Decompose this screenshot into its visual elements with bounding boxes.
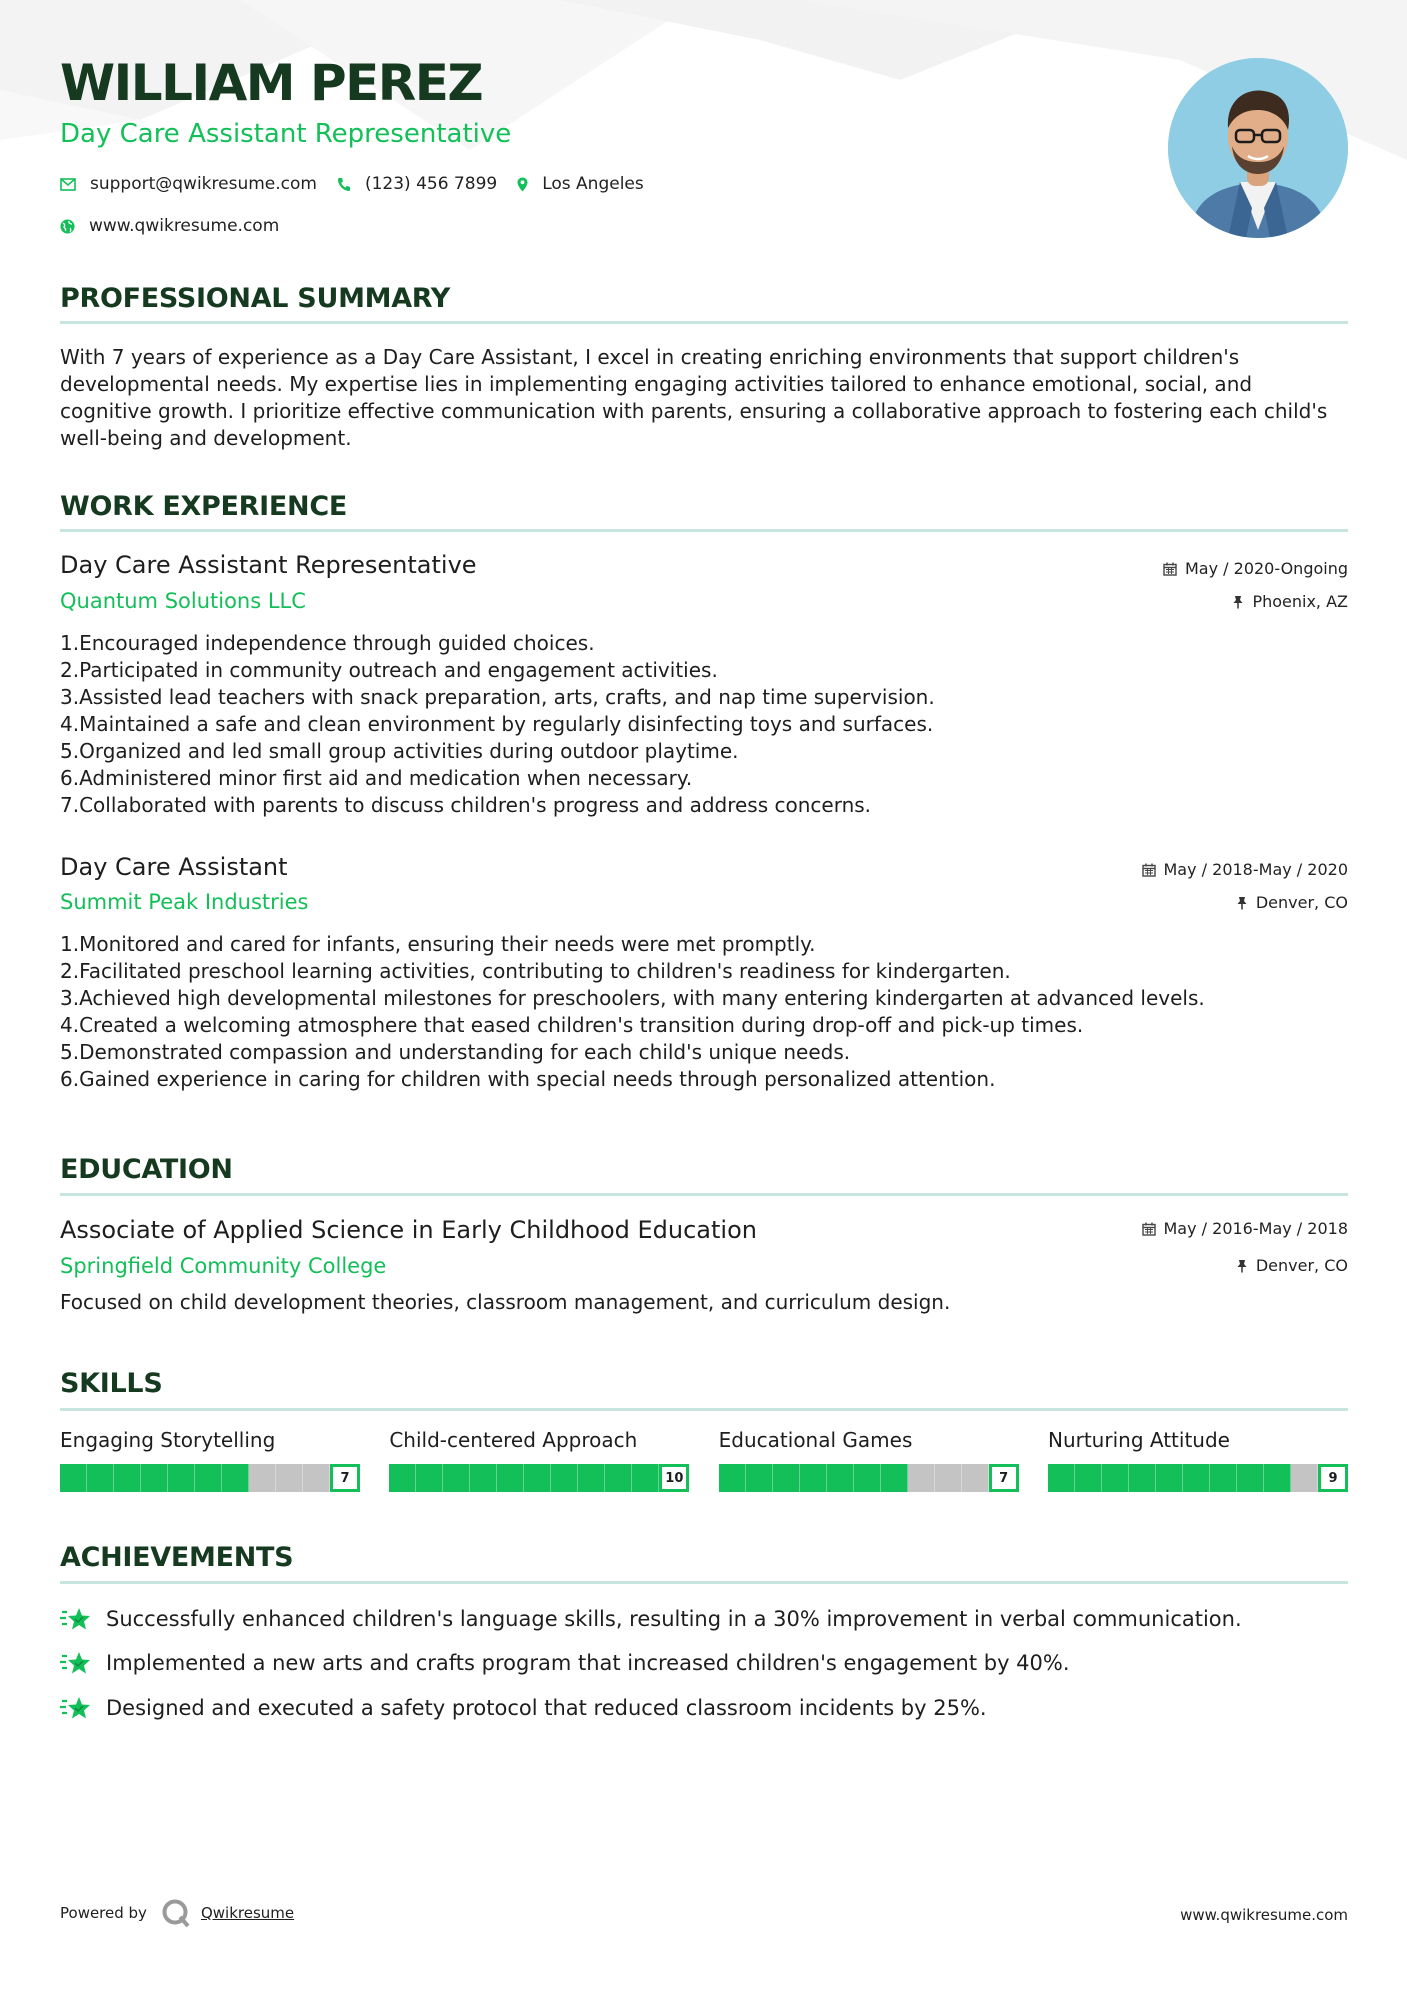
education-school: Springfield Community College <box>60 1254 387 1278</box>
footer-website[interactable]: www.qwikresume.com <box>1180 1906 1348 1924</box>
skill-score: 7 <box>330 1464 360 1492</box>
summary-text: With 7 years of experience as a Day Care Assistant, I excel in creating enriching environments that support children's developmental needs. My expertise lies in implementing engaging activities tailored to enhance emotional, social, and cognitive growth. I prioritize effective communication with parents, ensuring a collaborative approach to fostering each child's well-being and development. <box>60 345 1328 450</box>
list-item: 3. Achieved high developmental milestones for preschoolers, with many entering kindergarten at advanced levels. <box>60 986 1205 1010</box>
skill-segment <box>773 1464 800 1492</box>
skill-segment <box>1264 1464 1291 1492</box>
skill-segment <box>443 1464 470 1492</box>
pushpin-icon <box>1236 896 1248 910</box>
skill-segment <box>746 1464 773 1492</box>
skill-segment <box>276 1464 303 1492</box>
website-text: www.qwikresume.com <box>89 216 280 236</box>
skill-segment <box>1048 1464 1075 1492</box>
skill-item <box>719 1430 1019 1492</box>
skills-divider <box>60 1408 1348 1411</box>
achievement-item <box>60 1606 1242 1632</box>
skill-segment <box>389 1464 416 1492</box>
skill-bar <box>389 1464 689 1492</box>
skill-segment <box>578 1464 605 1492</box>
skill-track <box>389 1464 659 1492</box>
skill-segment <box>470 1464 497 1492</box>
skill-segment <box>1156 1464 1183 1492</box>
job-company: Summit Peak Industries <box>60 890 309 914</box>
skill-name: Child-centered Approach <box>389 1428 638 1452</box>
job-dates <box>1142 862 1349 878</box>
skill-segment <box>719 1464 746 1492</box>
pushpin-icon <box>1236 1259 1248 1273</box>
list-item: 1. Monitored and cared for infants, ensuring their needs were met promptly. <box>60 932 816 956</box>
skill-segment <box>1237 1464 1264 1492</box>
contact-row <box>60 174 664 194</box>
skill-score: 7 <box>989 1464 1019 1492</box>
skill-segment <box>524 1464 551 1492</box>
skill-segment <box>800 1464 827 1492</box>
experience-divider <box>60 529 1348 532</box>
skill-segment <box>114 1464 141 1492</box>
skill-item <box>1048 1430 1348 1492</box>
skill-segment <box>881 1464 908 1492</box>
profile-photo <box>1168 58 1348 238</box>
calendar-icon <box>1142 1222 1156 1236</box>
education-location-text: Denver, CO <box>1255 1256 1348 1275</box>
achievement-item <box>60 1695 987 1721</box>
skill-segment <box>935 1464 962 1492</box>
qwikresume-logo-icon <box>161 1898 191 1928</box>
skill-segment <box>195 1464 222 1492</box>
star-badge-icon <box>60 1606 92 1632</box>
list-item: 6. Gained experience in caring for children with special needs through personalized attention. <box>60 1067 996 1091</box>
education-location <box>1236 1258 1348 1274</box>
phone-icon <box>337 177 351 192</box>
skill-segment <box>1291 1464 1318 1492</box>
skill-track <box>719 1464 989 1492</box>
skill-segment <box>908 1464 935 1492</box>
job-title: Day Care Assistant Representative <box>60 551 477 579</box>
education-heading: EDUCATION <box>60 1154 233 1185</box>
skill-bar <box>719 1464 1019 1492</box>
calendar-icon <box>1142 863 1156 877</box>
education-description: Focused on child development theories, classroom management, and curriculum design. <box>60 1290 951 1314</box>
list-item: 3. Assisted lead teachers with snack preparation, arts, crafts, and nap time supervision. <box>60 685 935 709</box>
skill-bar <box>1048 1464 1348 1492</box>
skill-track <box>60 1464 330 1492</box>
star-badge-icon <box>60 1650 92 1676</box>
contact-phone[interactable] <box>337 174 497 194</box>
skill-segment <box>168 1464 195 1492</box>
skills-list <box>60 1430 1348 1492</box>
skill-track <box>1048 1464 1318 1492</box>
job-dates-text: May / 2018-May / 2020 <box>1163 860 1348 879</box>
skill-segment <box>605 1464 632 1492</box>
candidate-name: WILLIAM PEREZ <box>60 54 483 112</box>
envelope-icon <box>60 178 76 191</box>
skill-name: Nurturing Attitude <box>1047 1428 1230 1452</box>
skill-item <box>389 1430 689 1492</box>
skill-segment <box>141 1464 168 1492</box>
education-dates <box>1142 1221 1349 1237</box>
pushpin-icon <box>1232 595 1244 609</box>
qwikresume-link[interactable]: Qwikresume <box>200 1904 295 1922</box>
list-item: 2. Facilitated preschool learning activities, contributing to children's readiness for kindergarten. <box>60 959 1011 983</box>
skill-segment <box>60 1464 87 1492</box>
skill-segment <box>222 1464 249 1492</box>
list-item: 2. Participated in community outreach and engagement activities. <box>60 658 718 682</box>
skill-segment <box>497 1464 524 1492</box>
achievements-heading: ACHIEVEMENTS <box>60 1542 294 1573</box>
list-item: 4. Created a welcoming atmosphere that eased children's transition during drop-off and pick-up times. <box>60 1013 1084 1037</box>
skill-segment <box>551 1464 578 1492</box>
star-badge-icon <box>60 1695 92 1721</box>
skill-name: Engaging Storytelling <box>60 1428 276 1452</box>
skill-segment <box>827 1464 854 1492</box>
job-dates <box>1163 561 1348 577</box>
list-item: 6. Administered minor first aid and medication when necessary. <box>60 766 693 790</box>
job-title: Day Care Assistant <box>60 853 288 881</box>
email-text: support@qwikresume.com <box>90 174 317 194</box>
achievement-text: Implemented a new arts and crafts program that increased children's engagement by 40%. <box>106 1650 1070 1675</box>
skill-score: 10 <box>659 1464 689 1492</box>
job-bullets <box>60 931 1348 1093</box>
list-item: 5. Organized and led small group activities during outdoor playtime. <box>60 739 739 763</box>
skill-segment <box>632 1464 659 1492</box>
skill-segment <box>416 1464 443 1492</box>
achievement-text: Designed and executed a safety protocol that reduced classroom incidents by 25%. <box>106 1695 987 1720</box>
job-location <box>1232 594 1348 610</box>
achievements-divider <box>60 1581 1348 1584</box>
phone-text: (123) 456 7899 <box>364 174 498 194</box>
skill-item <box>60 1430 360 1492</box>
resume-page <box>60 0 1348 1990</box>
contact-location <box>517 174 644 194</box>
skill-segment <box>1129 1464 1156 1492</box>
skill-name: Educational Games <box>718 1428 913 1452</box>
skill-score: 9 <box>1318 1464 1348 1492</box>
list-item: 5. Demonstrated compassion and understanding for each child's unique needs. <box>60 1040 851 1064</box>
skill-segment <box>1102 1464 1129 1492</box>
summary-divider <box>60 321 1348 324</box>
skill-segment <box>87 1464 114 1492</box>
globe-icon <box>60 219 75 234</box>
education-divider <box>60 1193 1348 1196</box>
skill-segment <box>303 1464 330 1492</box>
skills-heading: SKILLS <box>60 1368 163 1399</box>
job-dates-text: May / 2020-Ongoing <box>1185 559 1348 578</box>
contact-row-2 <box>60 216 299 236</box>
list-item: 7. Collaborated with parents to discuss children's progress and address concerns. <box>60 793 872 817</box>
experience-heading: WORK EXPERIENCE <box>60 491 347 522</box>
skill-segment <box>1183 1464 1210 1492</box>
job-company: Quantum Solutions LLC <box>60 589 306 613</box>
list-item: 1. Encouraged independence through guided choices. <box>60 631 595 655</box>
job-bullets <box>60 630 1348 819</box>
list-item: 4. Maintained a safe and clean environment by regularly disinfecting toys and surfaces. <box>60 712 934 736</box>
candidate-role: Day Care Assistant Representative <box>60 119 512 149</box>
job-location <box>1236 895 1348 911</box>
footer-branding <box>60 1898 294 1928</box>
skill-segment <box>1210 1464 1237 1492</box>
achievement-text: Successfully enhanced children's language skills, resulting in a 30% improvement in verbal communication. <box>106 1606 1242 1631</box>
skill-bar <box>60 1464 360 1492</box>
skill-segment <box>1075 1464 1102 1492</box>
skill-segment <box>962 1464 989 1492</box>
powered-by-label: Powered by <box>60 1904 147 1922</box>
summary-heading: PROFESSIONAL SUMMARY <box>60 283 451 314</box>
map-pin-icon <box>517 177 528 192</box>
skill-segment <box>854 1464 881 1492</box>
job-location-text: Phoenix, AZ <box>1252 592 1348 611</box>
skill-segment <box>249 1464 276 1492</box>
education-degree: Associate of Applied Science in Early Childhood Education <box>60 1216 757 1244</box>
contact-email[interactable] <box>60 174 317 194</box>
achievement-item <box>60 1650 1070 1676</box>
calendar-icon <box>1163 562 1177 576</box>
location-text: Los Angeles <box>542 174 644 194</box>
education-dates-text: May / 2016-May / 2018 <box>1163 1219 1348 1238</box>
contact-website[interactable] <box>60 216 279 236</box>
job-location-text: Denver, CO <box>1255 893 1348 912</box>
